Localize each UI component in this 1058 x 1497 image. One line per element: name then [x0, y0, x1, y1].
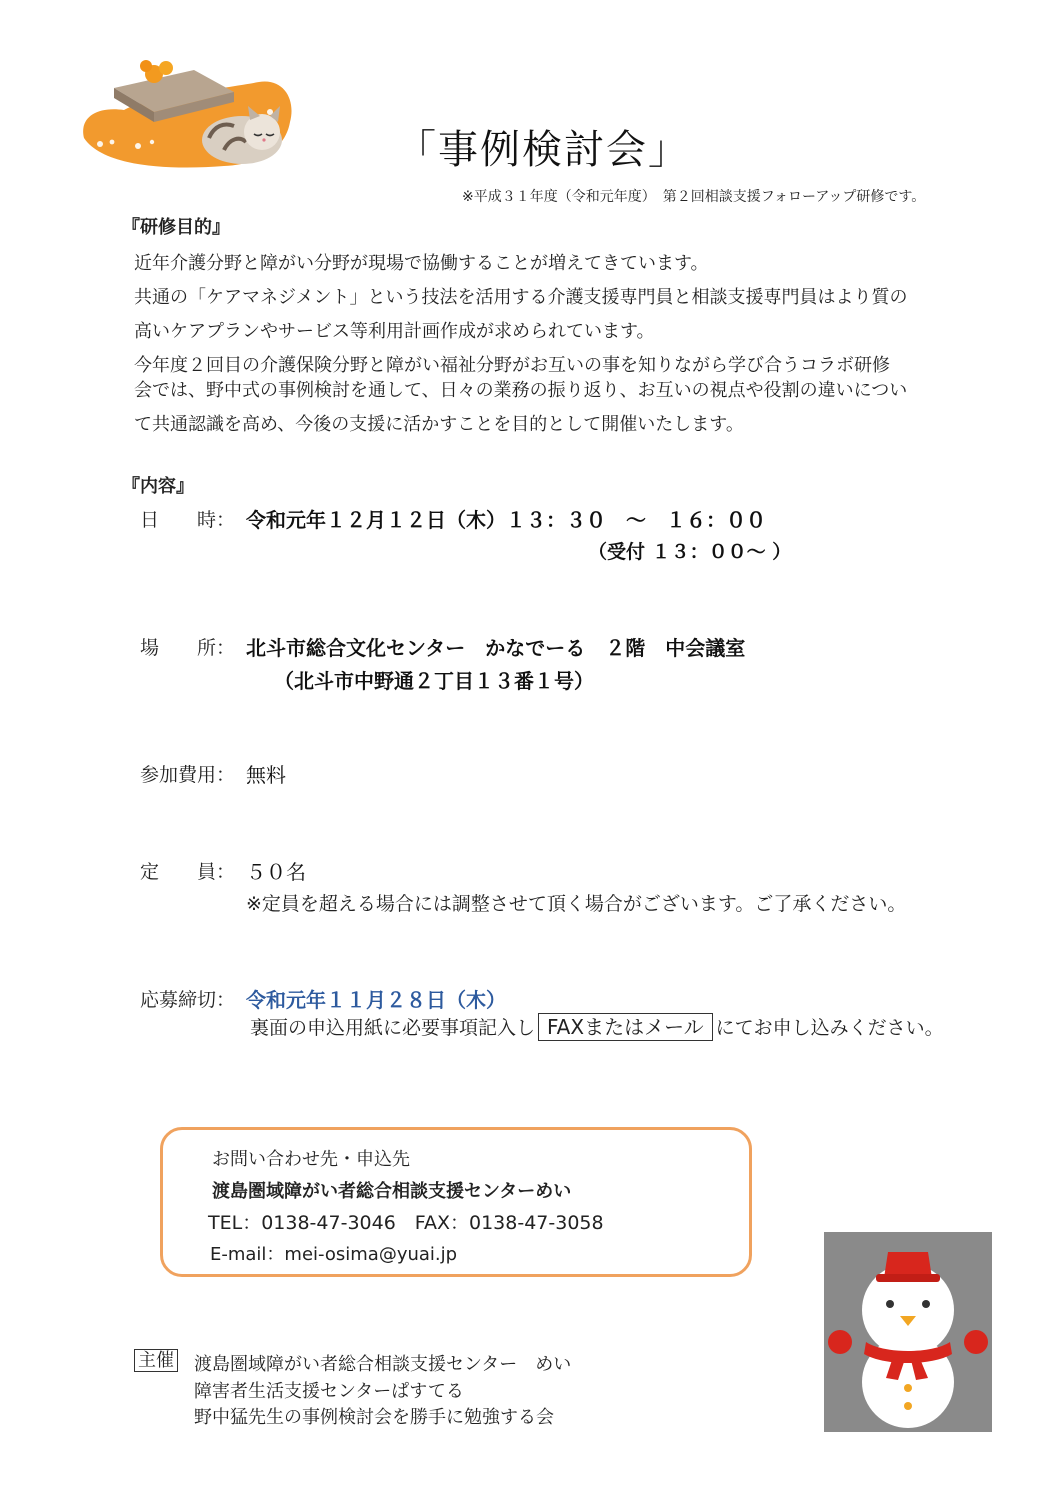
kotatsu-cat-illustration: [74, 60, 300, 172]
fee-label: 参加費用：: [140, 764, 236, 786]
place-address: （北斗市中野通２丁目１３番１号）: [274, 669, 594, 693]
page-title: 「事例検討会」: [396, 127, 690, 173]
fax-or-mail-box: FAXまたはメール: [538, 1013, 713, 1041]
instruction-after: にてお申し込みください。: [715, 1017, 944, 1039]
capacity-label: 定 員：: [140, 861, 236, 883]
contact-email: E-mail：mei-osima@yuai.jp: [210, 1244, 458, 1265]
capacity-note: ※定員を超える場合には調整させて頂く場合がございます。ご了承ください。: [246, 893, 907, 915]
contact-heading: お問い合わせ先・申込先: [212, 1149, 410, 1170]
place-value: 北斗市総合文化センター かなでーる ２階 中会議室: [246, 636, 746, 660]
reception-time: （受付 １３：００～ ）: [588, 541, 792, 563]
purpose-line: 高いケアプランやサービス等利用計画作成が求められています。: [134, 321, 655, 342]
content-heading: 『内容』: [122, 476, 194, 497]
datetime-value: 令和元年１２月１２日（木）１３：３０ ～ １６：００: [246, 508, 766, 532]
purpose-heading: 『研修目的』: [122, 217, 230, 238]
purpose-line: て共通認識を高め、今後の支援に活かすことを目的として開催いたします。: [134, 414, 744, 435]
host-label: 主催: [134, 1349, 178, 1372]
host-line: 渡島圏域障がい者総合相談支援センター めい: [194, 1354, 572, 1375]
purpose-line: 共通の「ケアマネジメント」という技法を活用する介護支援専門員と相談支援専門員はより質の: [134, 287, 908, 308]
deadline-value: 令和元年１１月２８日（木）: [246, 988, 506, 1012]
snowman-illustration: [824, 1232, 992, 1432]
contact-phones: TEL：0138-47-3046 FAX：0138-47-3058: [208, 1212, 604, 1234]
purpose-line: 会では、野中式の事例検討を通して、日々の業務の振り返り、お互いの視点や役割の違いについ: [134, 380, 908, 401]
subtitle: ※平成３１年度（令和元年度） 第２回相談支援フォローアップ研修です。: [462, 189, 926, 205]
datetime-label: 日 時：: [140, 509, 236, 531]
deadline-instruction: [250, 1013, 944, 1041]
deadline-label: 応募締切：: [140, 989, 236, 1011]
contact-org: 渡島圏域障がい者総合相談支援センターめい: [212, 1181, 572, 1202]
host-label-wrap: [134, 1349, 178, 1373]
purpose-line: 近年介護分野と障がい分野が現場で協働することが増えてきています。: [134, 253, 709, 274]
place-label: 場 所：: [140, 637, 236, 659]
host-line: 障害者生活支援センターぱすてる: [194, 1381, 464, 1402]
instruction-before: 裏面の申込用紙に必要事項記入し: [250, 1017, 536, 1039]
capacity-value: ５０名: [246, 860, 306, 884]
purpose-line: 今年度２回目の介護保険分野と障がい福祉分野がお互いの事を知りながら学び合うコラボ研修: [134, 355, 890, 376]
fee-value: 無料: [246, 763, 286, 787]
host-line: 野中猛先生の事例検討会を勝手に勉強する会: [194, 1407, 554, 1428]
